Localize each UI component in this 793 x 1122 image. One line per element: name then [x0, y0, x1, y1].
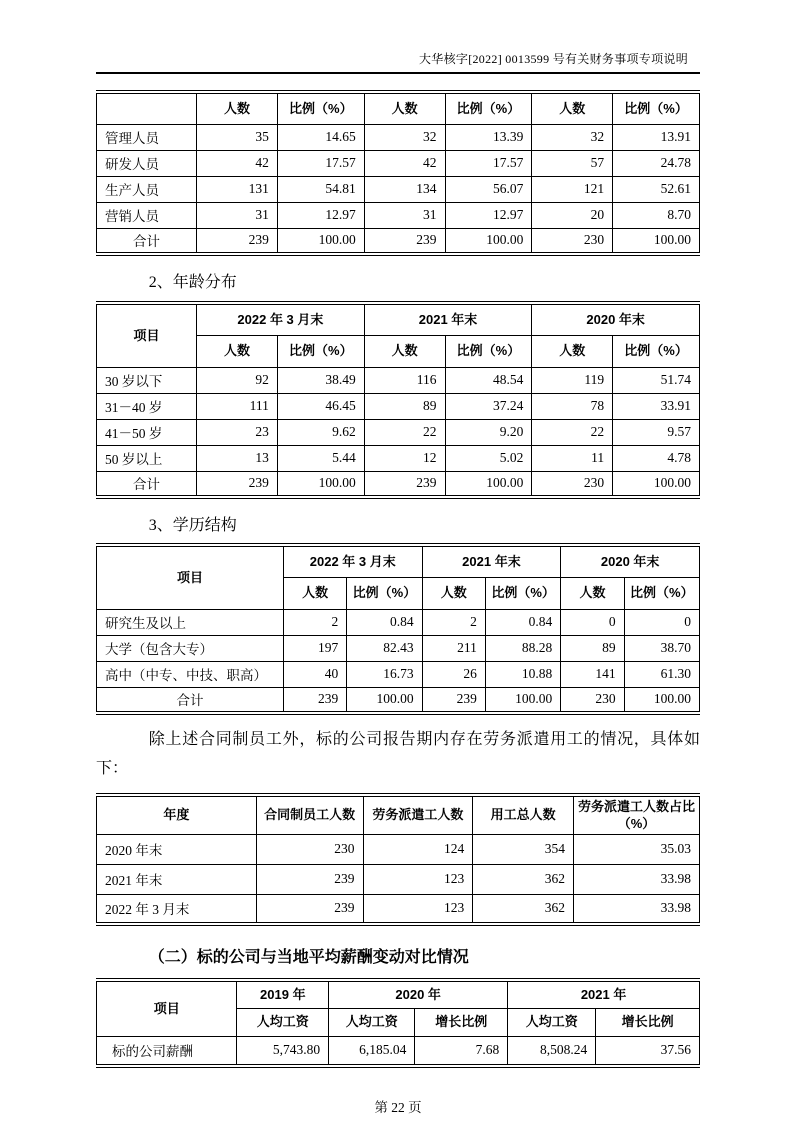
table-cell: 7.68 — [415, 1036, 508, 1066]
table-row — [97, 176, 700, 202]
table-cell: 标的公司薪酬 — [97, 1036, 237, 1066]
table-cell: 2020 年末 — [97, 834, 257, 864]
table-cell: 31 — [364, 202, 445, 228]
staff-category-table — [96, 90, 700, 256]
table-header-cell: 人数 — [561, 577, 624, 609]
table-cell: 37.56 — [596, 1036, 700, 1066]
table-cell: 48.54 — [445, 367, 532, 393]
table-cell: 22 — [364, 419, 445, 445]
table-cell: 354 — [473, 834, 574, 864]
table-header-cell: 比例（%） — [445, 92, 532, 124]
table-header-cell: 劳务派遣工人数 — [363, 795, 473, 835]
table-cell: 26 — [422, 661, 485, 687]
table-header-cell: 人均工资 — [508, 1008, 596, 1036]
table-header-cell: 增长比例 — [596, 1008, 700, 1036]
table-cell: 239 — [364, 471, 445, 497]
table-cell: 管理人员 — [97, 124, 197, 150]
table-row — [97, 367, 700, 393]
table-row — [97, 228, 700, 254]
table-cell: 116 — [364, 367, 445, 393]
table-cell: 239 — [283, 687, 346, 713]
table-cell: 合计 — [97, 687, 284, 713]
table-cell: 123 — [363, 894, 473, 924]
table-cell: 38.49 — [277, 367, 364, 393]
table-cell: 230 — [256, 834, 363, 864]
table-cell: 31 — [197, 202, 278, 228]
table-cell: 123 — [363, 864, 473, 894]
table-cell: 100.00 — [613, 471, 700, 497]
table-cell: 100.00 — [445, 228, 532, 254]
table-header-cell: 2020 年 — [329, 980, 508, 1008]
table-cell: 生产人员 — [97, 176, 197, 202]
table-row — [97, 471, 700, 497]
table-header-cell: 人数 — [364, 335, 445, 367]
table-cell: 6,185.04 — [329, 1036, 415, 1066]
table-header-cell: 用工总人数 — [473, 795, 574, 835]
table-row — [97, 834, 700, 864]
table-cell: 211 — [422, 635, 485, 661]
table-cell: 13.39 — [445, 124, 532, 150]
table-row — [97, 445, 700, 471]
table-cell: 12.97 — [445, 202, 532, 228]
table-row — [97, 393, 700, 419]
table-cell: 9.20 — [445, 419, 532, 445]
table-row — [97, 124, 700, 150]
table-cell: 16.73 — [347, 661, 422, 687]
table-cell: 2022 年 3 月末 — [97, 894, 257, 924]
table-cell: 4.78 — [613, 445, 700, 471]
table-row — [97, 150, 700, 176]
table-header-cell: 2022 年 3 月末 — [283, 545, 422, 577]
table-cell: 5.44 — [277, 445, 364, 471]
table-cell: 合计 — [97, 471, 197, 497]
table-cell: 35 — [197, 124, 278, 150]
table-cell: 5,743.80 — [237, 1036, 329, 1066]
table-cell: 8.70 — [613, 202, 700, 228]
table-cell: 230 — [532, 471, 613, 497]
table-header-cell: 2021 年末 — [422, 545, 561, 577]
section-heading-salary: （二）标的公司与当地平均薪酬变动对比情况 — [148, 949, 469, 967]
table-header-cell: 人均工资 — [237, 1008, 329, 1036]
table-cell: 9.62 — [277, 419, 364, 445]
table-cell: 239 — [256, 894, 363, 924]
table-cell: 30 岁以下 — [97, 367, 197, 393]
table-cell: 38.70 — [624, 635, 699, 661]
table-row — [97, 661, 700, 687]
table-cell: 362 — [473, 864, 574, 894]
doc-reference: 大华核字[2022] 0013599 号有关财务事项专项说明 — [419, 52, 688, 66]
table-cell: 33.91 — [613, 393, 700, 419]
table-cell: 42 — [197, 150, 278, 176]
table-cell: 239 — [197, 228, 278, 254]
table-cell: 大学（包含大专） — [97, 635, 284, 661]
table-header-row — [97, 92, 700, 124]
table-cell: 92 — [197, 367, 278, 393]
table-header-cell: 年度 — [97, 795, 257, 835]
table-cell: 33.98 — [573, 894, 699, 924]
table-cell: 239 — [364, 228, 445, 254]
table-cell: 134 — [364, 176, 445, 202]
table-header-cell: 比例（%） — [277, 92, 364, 124]
table-cell: 362 — [473, 894, 574, 924]
table-cell: 230 — [532, 228, 613, 254]
labor-dispatch-table — [96, 793, 700, 927]
table-header-cell: 人数 — [197, 335, 278, 367]
table-cell: 100.00 — [485, 687, 560, 713]
table-cell: 88.28 — [485, 635, 560, 661]
table-cell: 61.30 — [624, 661, 699, 687]
table-row — [97, 894, 700, 924]
table-cell: 9.57 — [613, 419, 700, 445]
table-header-row — [97, 980, 700, 1008]
table-cell: 57 — [532, 150, 613, 176]
table-header-cell: 2020 年末 — [532, 303, 700, 335]
table-cell: 33.98 — [573, 864, 699, 894]
table-cell: 54.81 — [277, 176, 364, 202]
table-cell: 2021 年末 — [97, 864, 257, 894]
section-heading-age: 2、年龄分布 — [148, 274, 237, 291]
labor-dispatch-paragraph: 除上述合同制员工外，标的公司报告期内存在劳务派遣用工的情况，具体如下： — [96, 731, 700, 777]
table-cell: 52.61 — [613, 176, 700, 202]
table-cell: 100.00 — [445, 471, 532, 497]
table-cell: 82.43 — [347, 635, 422, 661]
table-cell: 56.07 — [445, 176, 532, 202]
table-cell: 2 — [283, 609, 346, 635]
table-row — [97, 635, 700, 661]
table-header-cell: 项目 — [97, 980, 237, 1036]
table-cell: 124 — [363, 834, 473, 864]
table-header-row — [97, 795, 700, 835]
table-cell: 32 — [532, 124, 613, 150]
table-cell: 41－50 岁 — [97, 419, 197, 445]
table-cell: 42 — [364, 150, 445, 176]
table-cell: 35.03 — [573, 834, 699, 864]
table-cell: 78 — [532, 393, 613, 419]
table-cell: 37.24 — [445, 393, 532, 419]
table-cell: 119 — [532, 367, 613, 393]
table-cell: 89 — [561, 635, 624, 661]
table-cell: 0.84 — [347, 609, 422, 635]
table-cell: 2 — [422, 609, 485, 635]
age-distribution-table — [96, 301, 700, 499]
page-number: 第 22 页 — [374, 1100, 422, 1116]
table-cell: 239 — [256, 864, 363, 894]
table-header-cell: 人数 — [197, 92, 278, 124]
table-cell: 20 — [532, 202, 613, 228]
table-header-cell: 人数 — [422, 577, 485, 609]
table-header-cell — [97, 92, 197, 124]
table-cell: 141 — [561, 661, 624, 687]
table-cell: 24.78 — [613, 150, 700, 176]
table-cell: 50 岁以上 — [97, 445, 197, 471]
table-header-cell: 比例（%） — [277, 335, 364, 367]
table-cell: 239 — [422, 687, 485, 713]
table-row — [97, 202, 700, 228]
table-cell: 51.74 — [613, 367, 700, 393]
table-row — [97, 1036, 700, 1066]
table-cell: 5.02 — [445, 445, 532, 471]
table-header-cell: 劳务派遣工人数占比（%） — [573, 795, 699, 835]
table-cell: 营销人员 — [97, 202, 197, 228]
table-header-cell: 2022 年 3 月末 — [197, 303, 365, 335]
table-header-cell: 人数 — [364, 92, 445, 124]
table-header-cell: 人数 — [283, 577, 346, 609]
salary-comparison-table — [96, 978, 700, 1068]
table-header-cell: 合同制员工人数 — [256, 795, 363, 835]
table-row — [97, 609, 700, 635]
table-cell: 121 — [532, 176, 613, 202]
education-structure-table — [96, 543, 700, 715]
table-cell: 研究生及以上 — [97, 609, 284, 635]
table-header-cell: 比例（%） — [624, 577, 699, 609]
table-cell: 13 — [197, 445, 278, 471]
table-cell: 13.91 — [613, 124, 700, 150]
table-cell: 合计 — [97, 228, 197, 254]
table-cell: 239 — [197, 471, 278, 497]
table-cell: 12 — [364, 445, 445, 471]
table-header-cell: 2019 年 — [237, 980, 329, 1008]
table-header-row — [97, 545, 700, 577]
table-cell: 32 — [364, 124, 445, 150]
table-cell: 100.00 — [347, 687, 422, 713]
table-header-cell: 项目 — [97, 545, 284, 609]
table-cell: 23 — [197, 419, 278, 445]
table-row — [97, 864, 700, 894]
table-cell: 0 — [624, 609, 699, 635]
table-header-cell: 比例（%） — [347, 577, 422, 609]
table-cell: 10.88 — [485, 661, 560, 687]
table-header-cell: 比例（%） — [485, 577, 560, 609]
table-header-cell: 增长比例 — [415, 1008, 508, 1036]
table-cell: 131 — [197, 176, 278, 202]
table-cell: 0 — [561, 609, 624, 635]
table-cell: 89 — [364, 393, 445, 419]
table-header-cell: 比例（%） — [613, 92, 700, 124]
table-cell: 100.00 — [277, 228, 364, 254]
table-cell: 100.00 — [624, 687, 699, 713]
table-header-cell: 2020 年末 — [561, 545, 700, 577]
table-cell: 100.00 — [277, 471, 364, 497]
table-header-row — [97, 303, 700, 335]
table-cell: 31－40 岁 — [97, 393, 197, 419]
table-cell: 46.45 — [277, 393, 364, 419]
table-header-cell: 人数 — [532, 335, 613, 367]
table-header-cell: 比例（%） — [445, 335, 532, 367]
document-header — [96, 50, 700, 74]
table-cell: 12.97 — [277, 202, 364, 228]
table-cell: 197 — [283, 635, 346, 661]
table-header-cell: 项目 — [97, 303, 197, 367]
table-header-cell: 2021 年末 — [364, 303, 532, 335]
table-header-cell: 2021 年 — [508, 980, 700, 1008]
table-header-cell: 人数 — [532, 92, 613, 124]
table-header-cell: 比例（%） — [613, 335, 700, 367]
table-cell: 研发人员 — [97, 150, 197, 176]
table-cell: 高中（中专、中技、职高） — [97, 661, 284, 687]
table-cell: 11 — [532, 445, 613, 471]
table-cell: 0.84 — [485, 609, 560, 635]
table-cell: 17.57 — [277, 150, 364, 176]
table-cell: 14.65 — [277, 124, 364, 150]
table-row — [97, 419, 700, 445]
table-cell: 8,508.24 — [508, 1036, 596, 1066]
table-cell: 100.00 — [613, 228, 700, 254]
table-row — [97, 687, 700, 713]
table-cell: 22 — [532, 419, 613, 445]
table-cell: 230 — [561, 687, 624, 713]
section-heading-edu: 3、学历结构 — [148, 517, 237, 534]
table-cell: 17.57 — [445, 150, 532, 176]
table-cell: 111 — [197, 393, 278, 419]
table-header-cell: 人均工资 — [329, 1008, 415, 1036]
table-cell: 40 — [283, 661, 346, 687]
